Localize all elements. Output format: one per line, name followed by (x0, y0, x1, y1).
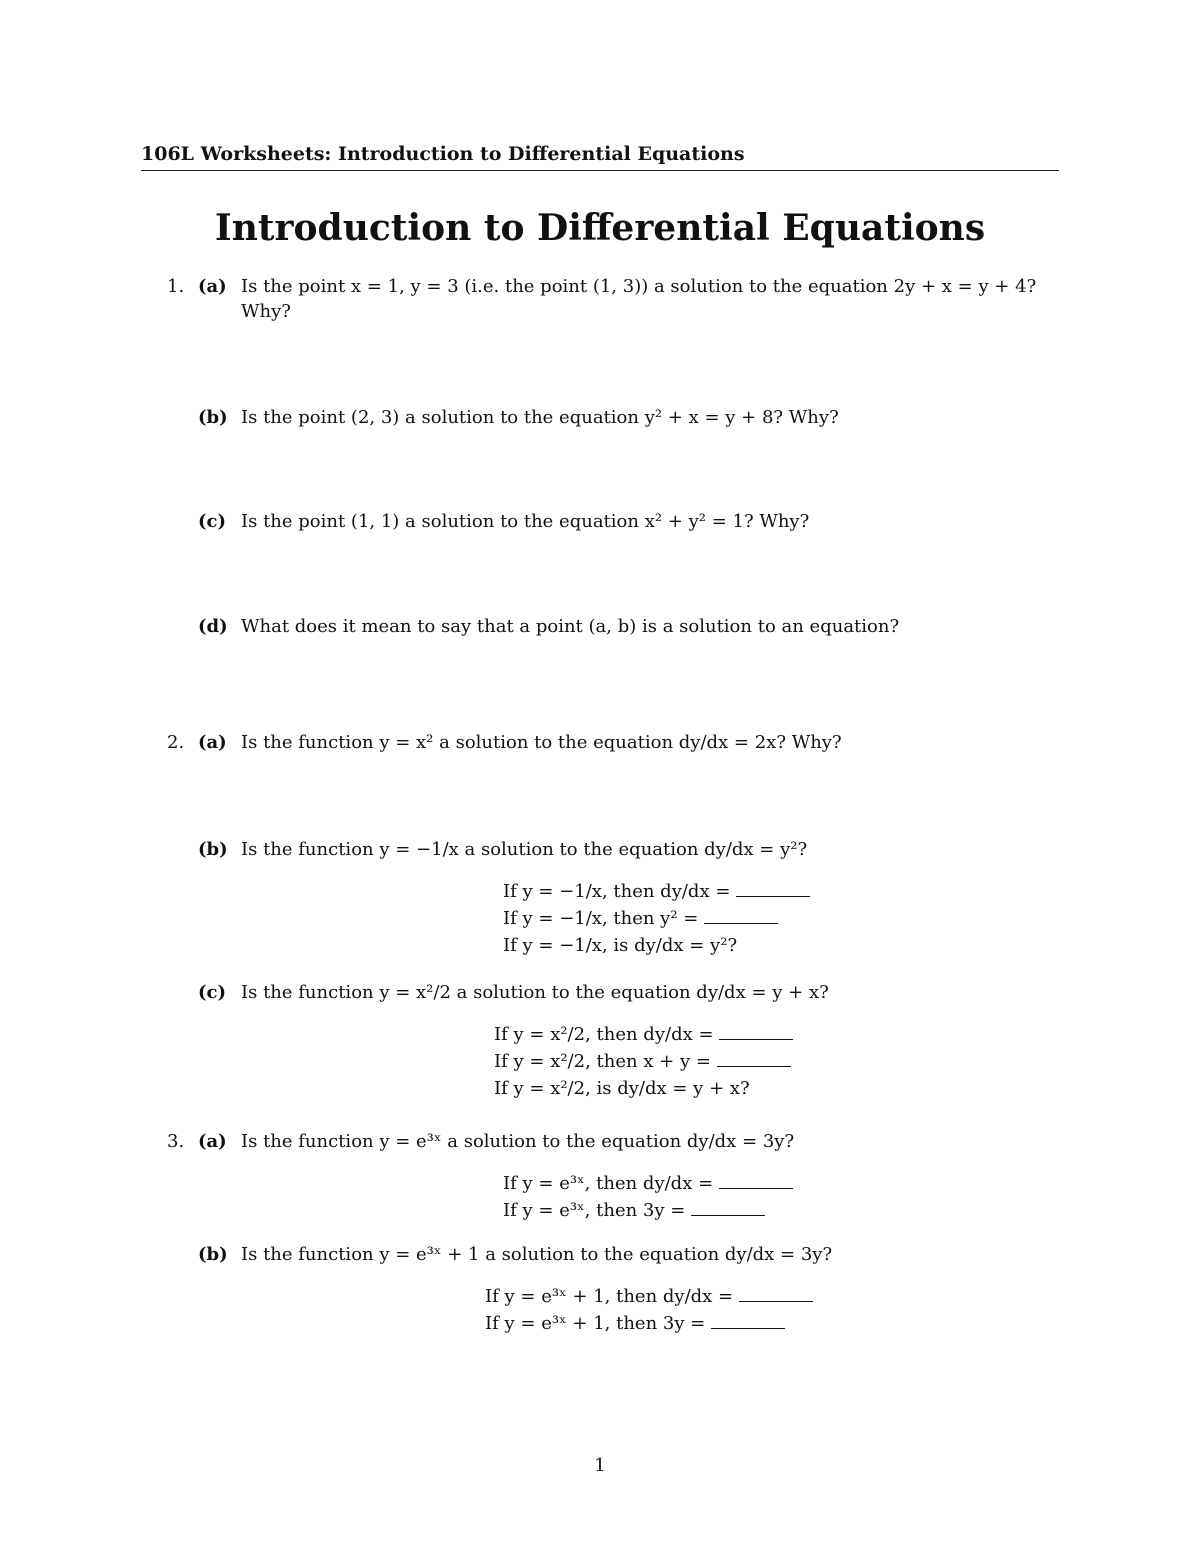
answer-blank[interactable] (704, 907, 778, 924)
answer-blank[interactable] (736, 880, 810, 897)
work-line: If y = e³ˣ, then 3y = (503, 1198, 793, 1225)
page-title: Introduction to Differential Equations (214, 207, 986, 249)
answer-blank[interactable] (739, 1285, 813, 1302)
answer-blank[interactable] (691, 1199, 765, 1216)
part-label: (b) (198, 407, 228, 428)
part-label: (b) (198, 1244, 228, 1265)
work-line: If y = −1/x, is dy/dx = y²? (503, 935, 738, 956)
part-label: (b) (198, 839, 228, 860)
part-label: (a) (198, 276, 227, 297)
part-label: (a) (198, 1131, 227, 1152)
work-line: If y = e³ˣ + 1, then 3y = (485, 1311, 813, 1338)
work-line: If y = −1/x, then dy/dx = (503, 879, 810, 906)
part-text: Is the point (2, 3) a solution to the equation y² + x = y + 8? Why? (241, 407, 839, 428)
work-block (503, 1171, 793, 1225)
question-number: 1. (167, 276, 185, 297)
answer-blank[interactable] (711, 1312, 785, 1329)
answer-blank[interactable] (719, 1172, 793, 1189)
work-line: If y = x²/2, then dy/dx = (494, 1022, 793, 1049)
page-number: 1 (594, 1455, 606, 1476)
answer-blank[interactable] (719, 1023, 793, 1040)
question-number: 3. (167, 1131, 185, 1152)
work-line: If y = x²/2, then x + y = (494, 1049, 793, 1076)
part-text: Is the function y = e³ˣ a solution to the equation dy/dx = 3y? (241, 1131, 795, 1152)
part-label: (a) (198, 732, 227, 753)
part-text: Is the function y = −1/x a solution to the equation dy/dx = y²? (241, 839, 808, 860)
part-label: (d) (198, 616, 228, 637)
work-line: If y = −1/x, then y² = (503, 906, 810, 933)
work-block (503, 879, 810, 960)
question-number: 2. (167, 732, 185, 753)
part-label: (c) (198, 511, 226, 532)
part-label: (c) (198, 982, 226, 1003)
part-text: What does it mean to say that a point (a, b) is a solution to an equation? (241, 616, 900, 637)
work-block (494, 1022, 793, 1103)
part-text: Is the function y = e³ˣ + 1 a solution to the equation dy/dx = 3y? (241, 1244, 833, 1265)
work-line: If y = x²/2, is dy/dx = y + x? (494, 1078, 750, 1099)
answer-blank[interactable] (717, 1050, 791, 1067)
part-text: Is the function y = x²/2 a solution to the equation dy/dx = y + x? (241, 982, 829, 1003)
part-text: Is the function y = x² a solution to the equation dy/dx = 2x? Why? (241, 732, 842, 753)
part-text: Is the point x = 1, y = 3 (i.e. the point (1, 3)) a solution to the equation 2y + x = y + 4? Why? (241, 276, 1037, 322)
running-header: 106L Worksheets: Introduction to Differential Equations (141, 142, 1059, 171)
work-block (485, 1284, 813, 1338)
part-text: Is the point (1, 1) a solution to the equation x² + y² = 1? Why? (241, 511, 810, 532)
work-line: If y = e³ˣ, then dy/dx = (503, 1171, 793, 1198)
work-line: If y = e³ˣ + 1, then dy/dx = (485, 1284, 813, 1311)
